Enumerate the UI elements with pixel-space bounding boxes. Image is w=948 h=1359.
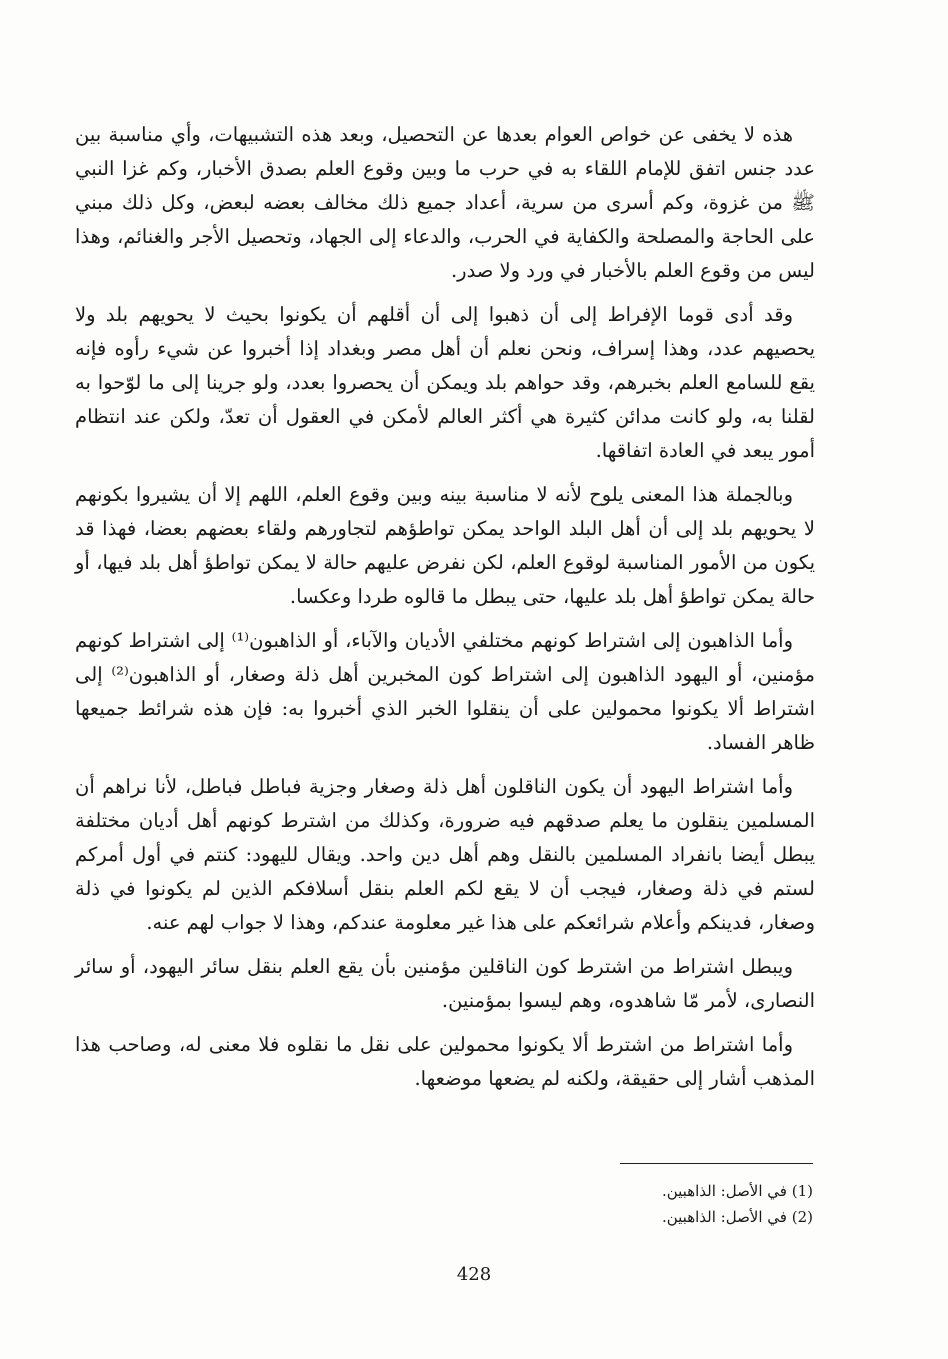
paragraph-4: وأما الذاهبون إلى اشتراط كونهم مختلفي الأديان والآباء، أو الذاهبون⁽¹⁾ إلى اشتراط كونهم مؤمنين، أو اليهود الذاهبون إلى اشتراط كون المخبرين أهل ذلة وصغار، أو الذاهبون⁽²⁾ إلى اشتراط ألا يكونوا محمولين على أن ينقلوا الخبر الذي أخبروا به: فإن هذه شرائط جميعها ظاهر الفساد. — [75, 629, 815, 754]
paragraph-5: وأما اشتراط اليهود أن يكون الناقلون أهل ذلة وصغار وجزية فباطل فباطل، لأنا نراهم أن المسلمين ينقلون ما يعلم صدقهم فيه ضرورة، وكذلك من اشترط كونهم أهل أديان مختلفة يبطل أيضا بانفراد المسلمين بالنقل وهم أهل دين واحد. ويقال لليهود: كنتم في أول أمركم لستم في ذلة وصغار، فيجب أن لا يقع لكم العلم بنقل أسلافكم الذين لم يكونوا في ذلة وصغار، فدينكم وأعلام شرائعكم على هذا غير معلومة عندكم، وهذا لا جواب لهم عنه. — [75, 775, 815, 934]
paragraph-6: ويبطل اشتراط من اشترط كون الناقلين مؤمنين بأن يقع العلم بنقل سائر اليهود، أو سائر النصارى، لأمر مّا شاهدوه، وهم ليسوا بمؤمنين. — [75, 955, 815, 1012]
paragraph-2: وقد أدى قوما الإفراط إلى أن ذهبوا إلى أن أقلهم أن يكونوا بحيث لا يحويهم بلد ولا يحصيهم عدد، وهذا إسراف، ونحن نعلم أن أهل مصر وبغداد إذا أخبروا عن شيء رأوه فإنه يقع للسامع العلم بخبرهم، وقد حواهم بلد ويمكن أن يحصروا بعدد، ولو جرينا إلى ما لوّحوا به لقلنا به، ولو كانت مدائن كثيرة هي أكثر العالم لأمكن في العقول أن تعدّ، ولكن عند انتظام أمور يبعد في العادة اتفاقها. — [75, 303, 815, 462]
footnote-divider — [620, 1163, 813, 1164]
paragraph-3: وبالجملة هذا المعنى يلوح لأنه لا مناسبة بينه وبين وقوع العلم، اللهم إلا أن يشيروا بكونهم لا يحويهم بلد إلى أن أهل البلد الواحد يمكن تواطؤهم لتجاورهم ولقاء بعضهم بعضا، فهذا قد يكون من الأمور المناسبة لوقوع العلم، لكن نفرض عليهم حالة لا يمكن تواطؤ أهل بلد فيها، أو حالة يمكن تواطؤ أهل بلد عليها، حتى يبطل ما قالوه طردا وعكسا. — [75, 483, 815, 608]
footnotes — [420, 1178, 813, 1230]
paragraph-7: وأما اشتراط من اشترط ألا يكونوا محمولين على نقل ما نقلوه فلا معنى له، وصاحب هذا المذهب أشار إلى حقيقة، ولكنه لم يضعها موضعها. — [75, 1033, 815, 1090]
page-number: 428 — [456, 1264, 492, 1285]
main-text — [75, 118, 815, 1106]
paragraph-1: هذه لا يخفى عن خواص العوام بعدها عن التحصيل، وبعد هذه التشبيهات، وأي مناسبة بين عدد جنس اتفق للإمام اللقاء به في حرب ما وبين وقوع العلم بصدق الأخبار، وكم غزا النبي ﷺ من غزوة، وكم أسرى من سرية، أعداد جميع ذلك مخالف بعضه لبعض، وكل ذلك مبني على الحاجة والمصلحة والكفاية في الحرب، والدعاء إلى الجهاد، وتحصيل الأجر والغنائم، وهذا ليس من وقوع العلم بالأخبار في ورد ولا صدر. — [75, 123, 815, 282]
footnote-1: (1) في الأصل: الذاهبين. — [661, 1182, 813, 1200]
footnote-2: (2) في الأصل: الذاهبين. — [661, 1208, 813, 1226]
